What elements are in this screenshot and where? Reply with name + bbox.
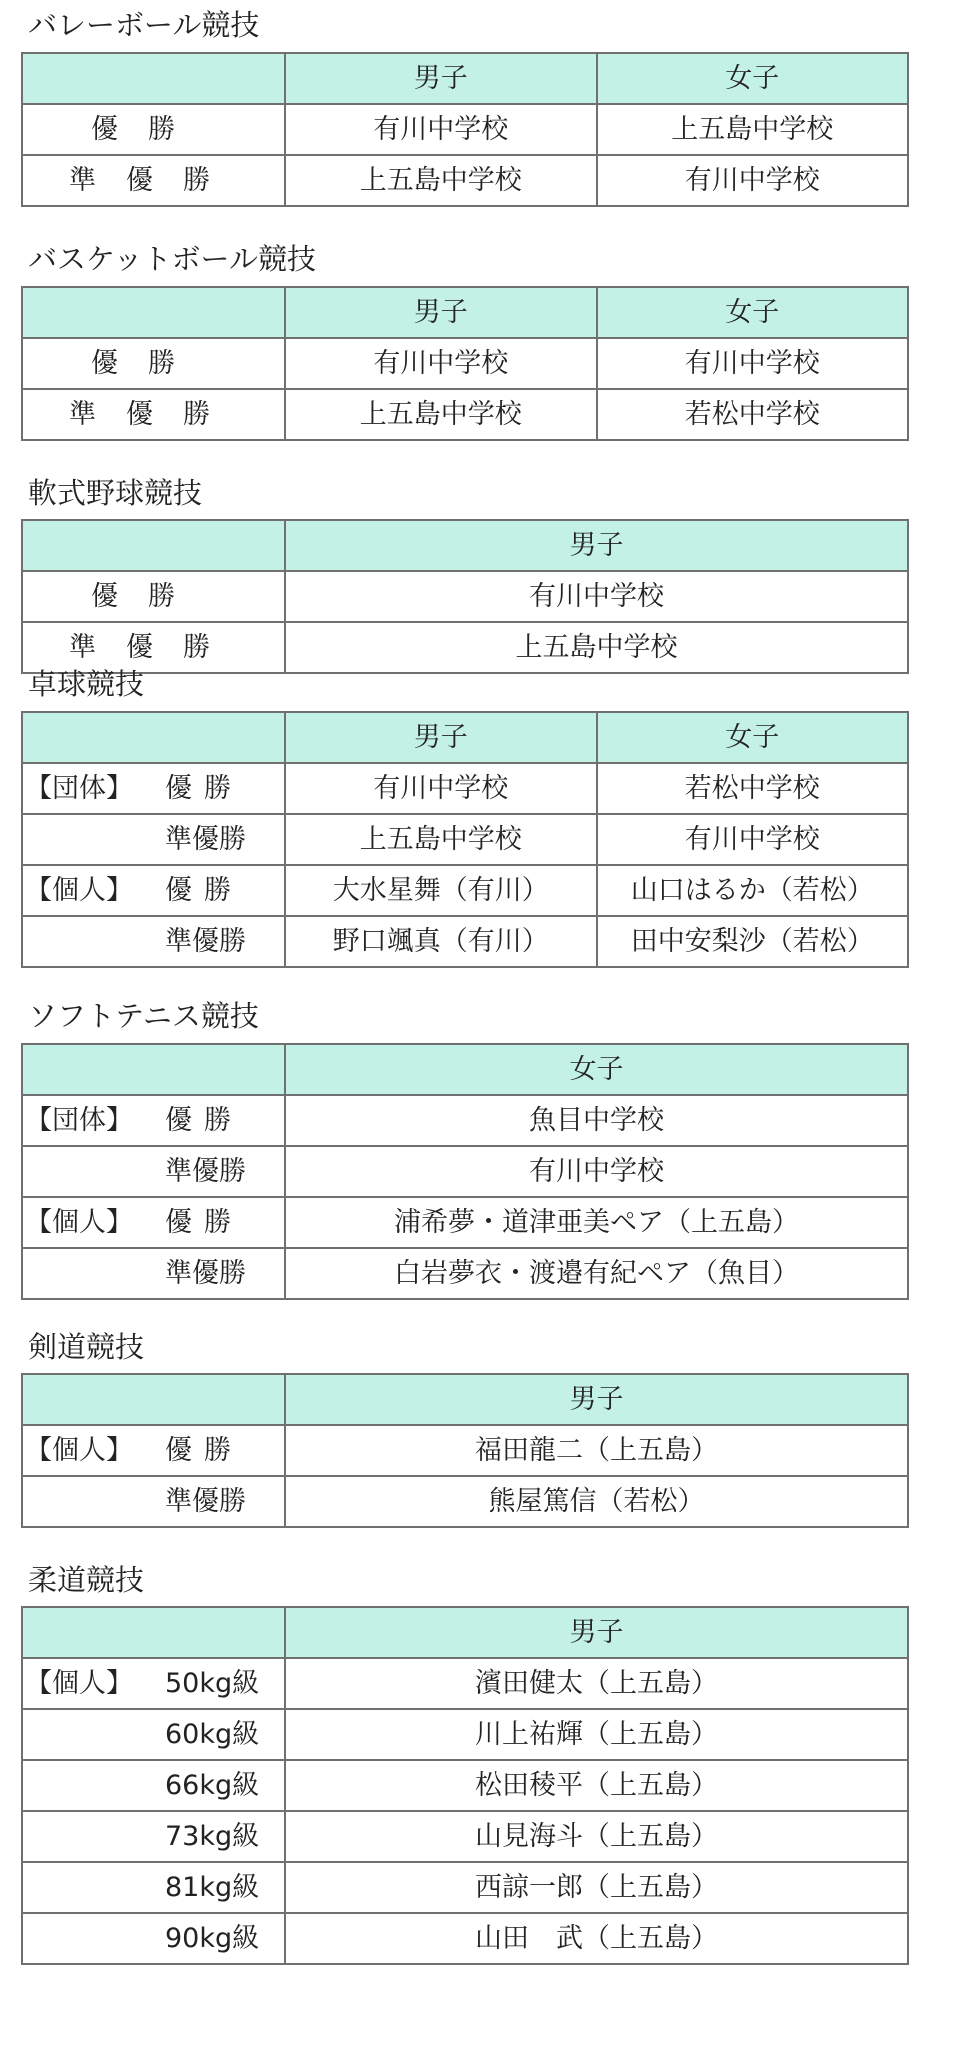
section-title: 卓球競技 [28,667,145,701]
row-label [22,338,285,389]
table-row [22,814,908,865]
header-corner [22,712,285,763]
row-label [22,1425,285,1476]
row-group: 【個人】 [25,875,133,906]
row-rank: 準優勝 [165,1486,246,1517]
row-rank: 準優勝 [69,632,240,663]
result-cell: 山見海斗（上五島） [285,1811,908,1862]
result-cell: 上五島中学校 [285,155,597,206]
header-row [22,1607,908,1658]
result-cell: 有川中学校 [285,338,597,389]
table-row [22,1811,908,1862]
table-row [22,1760,908,1811]
table-row [22,389,908,440]
header-corner [22,1044,285,1095]
column-header: 女子 [597,287,909,338]
row-rank: 準優勝 [69,399,240,430]
header-row [22,712,908,763]
result-cell: 川上祐輝（上五島） [285,1709,908,1760]
result-cell: 有川中学校 [285,104,597,155]
table-row [22,571,908,622]
row-rank: 60kg級 [165,1719,260,1750]
row-label [22,1811,285,1862]
column-header: 女子 [285,1044,908,1095]
row-label [22,1658,285,1709]
table-row [22,763,908,814]
result-cell: 熊屋篤信（若松） [285,1476,908,1527]
result-cell: 魚目中学校 [285,1095,908,1146]
table-row [22,916,908,967]
row-group: 【個人】 [25,1207,133,1238]
row-group: 【個人】 [25,1668,133,1699]
table-row [22,1197,908,1248]
table-row [22,1095,908,1146]
table-row [22,622,908,673]
result-cell: 山口はるか（若松） [597,865,909,916]
section-title: バスケットボール競技 [28,242,316,276]
row-label [22,389,285,440]
header-row [22,1374,908,1425]
row-group: 【個人】 [25,1435,133,1466]
row-group: 【団体】 [25,773,133,804]
header-row [22,53,908,104]
row-label [22,1197,285,1248]
table-row [22,338,908,389]
row-rank: 優勝 [165,1105,243,1136]
row-label [22,865,285,916]
row-rank: 準優勝 [69,165,240,196]
row-rank: 準優勝 [165,1258,246,1289]
result-cell: 上五島中学校 [285,622,908,673]
header-row [22,287,908,338]
table-row [22,1146,908,1197]
results-table [21,1043,909,1300]
row-rank: 優勝 [165,875,243,906]
table-row [22,1709,908,1760]
row-rank: 優勝 [91,114,205,145]
column-header: 男子 [285,1607,908,1658]
row-rank: 73kg級 [165,1821,260,1852]
row-label [22,1248,285,1299]
result-cell: 濱田健太（上五島） [285,1658,908,1709]
result-cell: 上五島中学校 [597,104,909,155]
header-corner [22,520,285,571]
row-rank: 準優勝 [165,824,246,855]
row-label [22,763,285,814]
row-rank: 50kg級 [165,1668,260,1699]
row-label [22,1095,285,1146]
row-label [22,104,285,155]
result-cell: 野口颯真（有川） [285,916,597,967]
row-label [22,1760,285,1811]
result-cell: 松田稜平（上五島） [285,1760,908,1811]
result-cell: 有川中学校 [597,155,909,206]
results-table [21,711,909,968]
row-rank: 90kg級 [165,1923,260,1954]
result-cell: 上五島中学校 [285,389,597,440]
row-rank: 準優勝 [165,926,246,957]
result-cell: 有川中学校 [285,571,908,622]
row-label [22,814,285,865]
results-table [21,519,909,674]
column-header: 男子 [285,53,597,104]
table-row [22,1248,908,1299]
table-row [22,155,908,206]
column-header: 男子 [285,1374,908,1425]
header-row [22,520,908,571]
table-row [22,1425,908,1476]
result-cell: 若松中学校 [597,763,909,814]
result-cell: 田中安梨沙（若松） [597,916,909,967]
table-row [22,1476,908,1527]
header-corner [22,53,285,104]
section-title: 軟式野球競技 [28,476,203,510]
results-table [21,1606,909,1965]
row-rank: 81kg級 [165,1872,260,1903]
result-cell: 白岩夢衣・渡邉有紀ペア（魚目） [285,1248,908,1299]
header-row [22,1044,908,1095]
result-cell: 大水星舞（有川） [285,865,597,916]
result-cell: 若松中学校 [597,389,909,440]
header-corner [22,287,285,338]
result-cell: 浦希夢・道津亜美ペア（上五島） [285,1197,908,1248]
results-table [21,286,909,441]
row-rank: 66kg級 [165,1770,260,1801]
table-row [22,1913,908,1964]
result-cell: 上五島中学校 [285,814,597,865]
row-rank: 優勝 [91,348,205,379]
row-label [22,916,285,967]
row-rank: 優勝 [165,1207,243,1238]
section-title: 柔道競技 [28,1563,145,1597]
table-row [22,1658,908,1709]
table-row [22,104,908,155]
result-cell: 山田 武（上五島） [285,1913,908,1964]
row-label [22,1913,285,1964]
column-header: 男子 [285,287,597,338]
result-cell: 有川中学校 [597,814,909,865]
results-table [21,1373,909,1528]
result-cell: 有川中学校 [285,763,597,814]
row-label [22,155,285,206]
results-table [21,52,909,207]
column-header: 男子 [285,520,908,571]
header-corner [22,1374,285,1425]
row-label [22,571,285,622]
row-label [22,1862,285,1913]
column-header: 女子 [597,53,909,104]
row-rank: 優勝 [165,1435,243,1466]
section-title: 剣道競技 [28,1330,145,1364]
column-header: 女子 [597,712,909,763]
row-label [22,622,285,673]
header-corner [22,1607,285,1658]
result-cell: 有川中学校 [597,338,909,389]
row-rank: 優勝 [165,773,243,804]
result-cell: 福田龍二（上五島） [285,1425,908,1476]
column-header: 男子 [285,712,597,763]
section-title: ソフトテニス競技 [28,999,259,1033]
row-label [22,1476,285,1527]
row-rank: 準優勝 [165,1156,246,1187]
result-cell: 西諒一郎（上五島） [285,1862,908,1913]
row-label [22,1146,285,1197]
result-cell: 有川中学校 [285,1146,908,1197]
row-label [22,1709,285,1760]
table-row [22,865,908,916]
table-row [22,1862,908,1913]
section-title: バレーボール競技 [28,8,260,42]
row-rank: 優勝 [91,581,205,612]
row-group: 【団体】 [25,1105,133,1136]
